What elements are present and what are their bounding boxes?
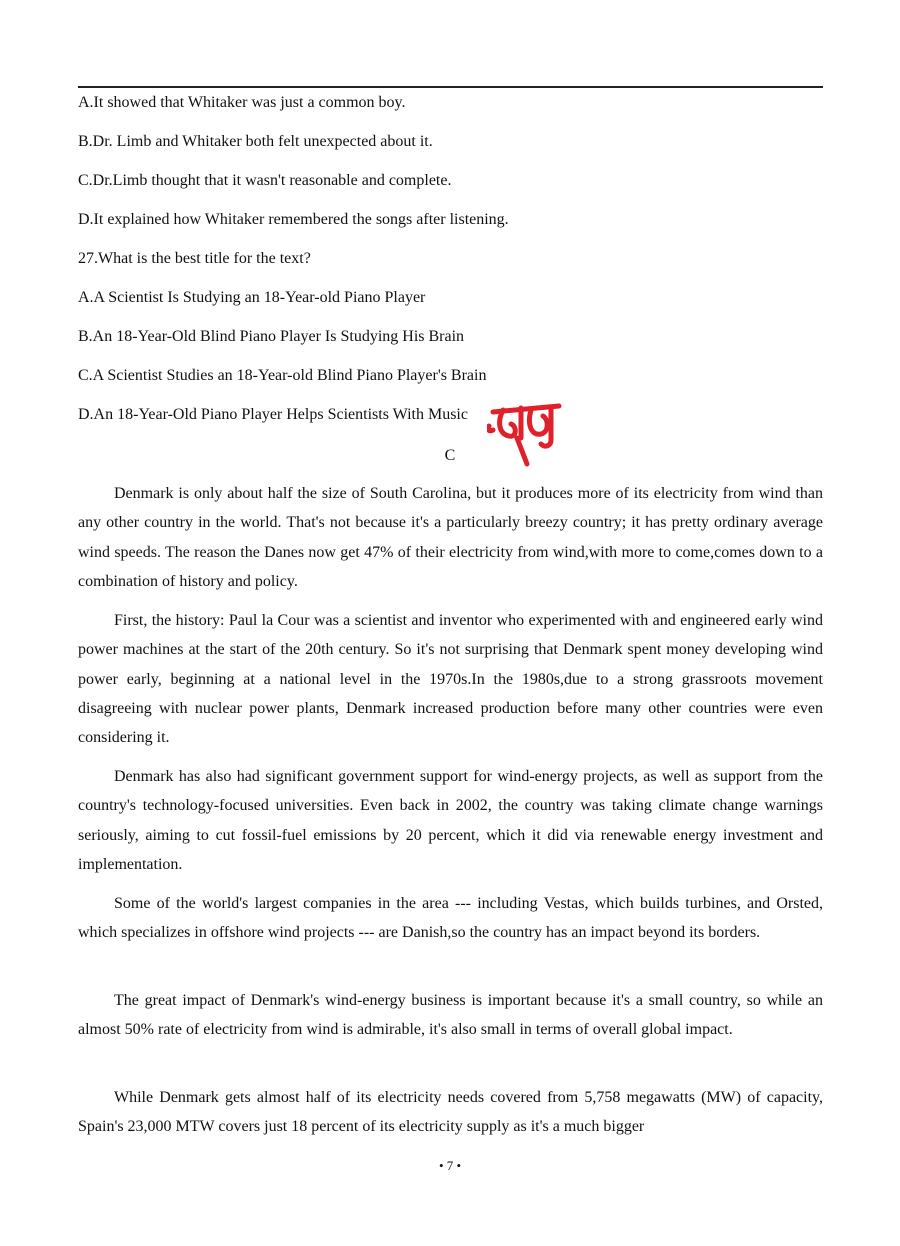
page-number: • 7 • <box>438 1158 462 1173</box>
q27-option-d: D.An 18-Year-Old Piano Player Helps Scientists With Music <box>78 406 468 423</box>
paragraph-4: Some of the world's largest companies in the area --- including Vestas, which builds turbines, and Orsted, which specializes in offshore wind projects --- are Danish,so the country has an impact beyond its borders. <box>78 895 823 942</box>
q26-option-a: A.It showed that Whitaker was just a common boy. <box>78 94 406 111</box>
q26-option-c: C.Dr.Limb thought that it wasn't reasonable and complete. <box>78 172 452 189</box>
section-label: C <box>444 447 456 464</box>
q27-question: 27.What is the best title for the text? <box>78 250 311 267</box>
q27-option-a: A.A Scientist Is Studying an 18-Year-old Piano Player <box>78 289 426 306</box>
header-rule <box>78 86 823 88</box>
q27-option-c: C.A Scientist Studies an 18-Year-old Blind Piano Player's Brain <box>78 367 487 384</box>
paragraph-2: First, the history: Paul la Cour was a scientist and inventor who experimented with and engineered early wind power machines at the start of the 20th century. So it's not surprising that Denmark spent money developing wind power early, beginning at a national level in the 1970s.In the 1980s,due to a strong grassroots movement disagreeing with nuclear power plants, Denmark increased production before many other countries were even considering it. <box>78 612 823 747</box>
q27-option-b: B.An 18-Year-Old Blind Piano Player Is Studying His Brain <box>78 328 465 345</box>
q26-option-b: B.Dr. Limb and Whitaker both felt unexpected about it. <box>78 133 433 150</box>
q26-option-d: D.It explained how Whitaker remembered the songs after listening. <box>78 211 509 228</box>
paragraph-6: While Denmark gets almost half of its electricity needs covered from 5,758 megawatts (MW) of capacity, Spain's 23,000 MTW covers just 18 percent of its electricity supply as it's a much bigger <box>78 1089 823 1136</box>
paragraph-3: Denmark has also had significant government support for wind-energy projects, as well as support from the country's technology-focused universities. Even back in 2002, the country was taking climate change warnings seriously, aiming to cut fossil-fuel emissions by 20 percent, which it did via renewable energy investment and implementation. <box>78 768 823 873</box>
paragraph-1: Denmark is only about half the size of South Carolina, but it produces more of its electricity from wind than any other country in the world. That's not because it's a particularly breezy country; it has pretty ordinary average wind speeds. The reason the Danes now get 47% of their electricity from wind,with more to come,comes down to a combination of history and policy. <box>78 485 823 590</box>
paragraph-5: The great impact of Denmark's wind-energy business is important because it's a small country, so while an almost 50% rate of electricity from wind is admirable, it's also small in terms of overall global impact. <box>78 992 823 1039</box>
